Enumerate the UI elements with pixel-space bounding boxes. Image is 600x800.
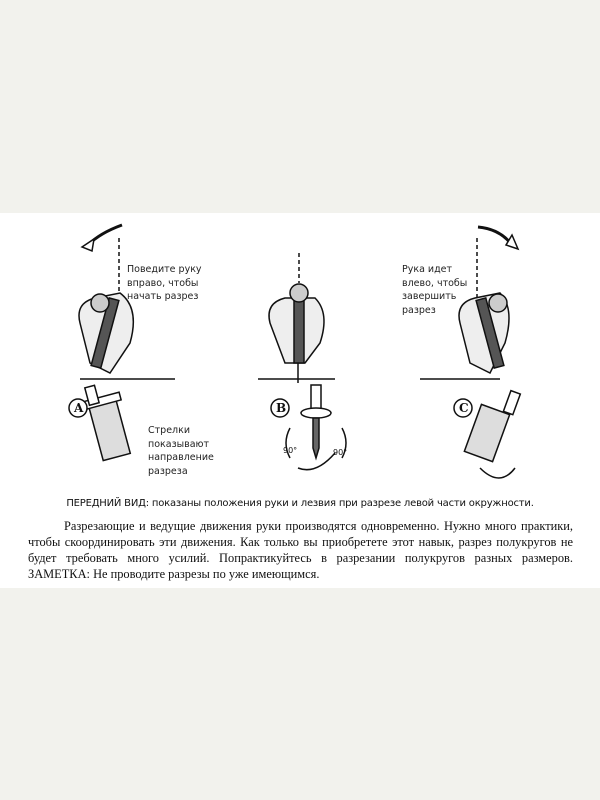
hand-cutting-illustration bbox=[0, 213, 600, 493]
label-finish-cut: Рука идет влево, чтобы завершить разрез bbox=[402, 264, 468, 316]
label-arrows-direction: Стрелки показывают направление разреза bbox=[148, 425, 214, 477]
angle-right-label: 90° bbox=[333, 448, 348, 457]
marker-b-letter: B bbox=[276, 401, 287, 415]
figure-caption: ПЕРЕДНИЙ ВИД: показаны положения руки и лезвия при разрезе левой части окружности. bbox=[66, 498, 534, 509]
body-paragraph: Разрезающие и ведущие движения руки производятся одновременно. Нужно много практики, чтобы скоординировать эти движения. Как только вы приобретете этот навык, разрез полукругов не будет требовать много усилий. Попрактикуйтесь в разрезании полукругов разных размеров. ЗАМЕТКА: Не проводите разрезы по уже имеющимся. bbox=[28, 519, 573, 581]
marker-c-letter: C bbox=[459, 401, 469, 415]
panel-b-drawing bbox=[258, 253, 346, 470]
angle-left-label: 90° bbox=[283, 446, 298, 455]
marker-a-letter: A bbox=[74, 401, 84, 415]
document-page bbox=[0, 213, 600, 588]
label-start-cut: Поведите руку вправо, чтобы начать разрез bbox=[127, 264, 202, 302]
